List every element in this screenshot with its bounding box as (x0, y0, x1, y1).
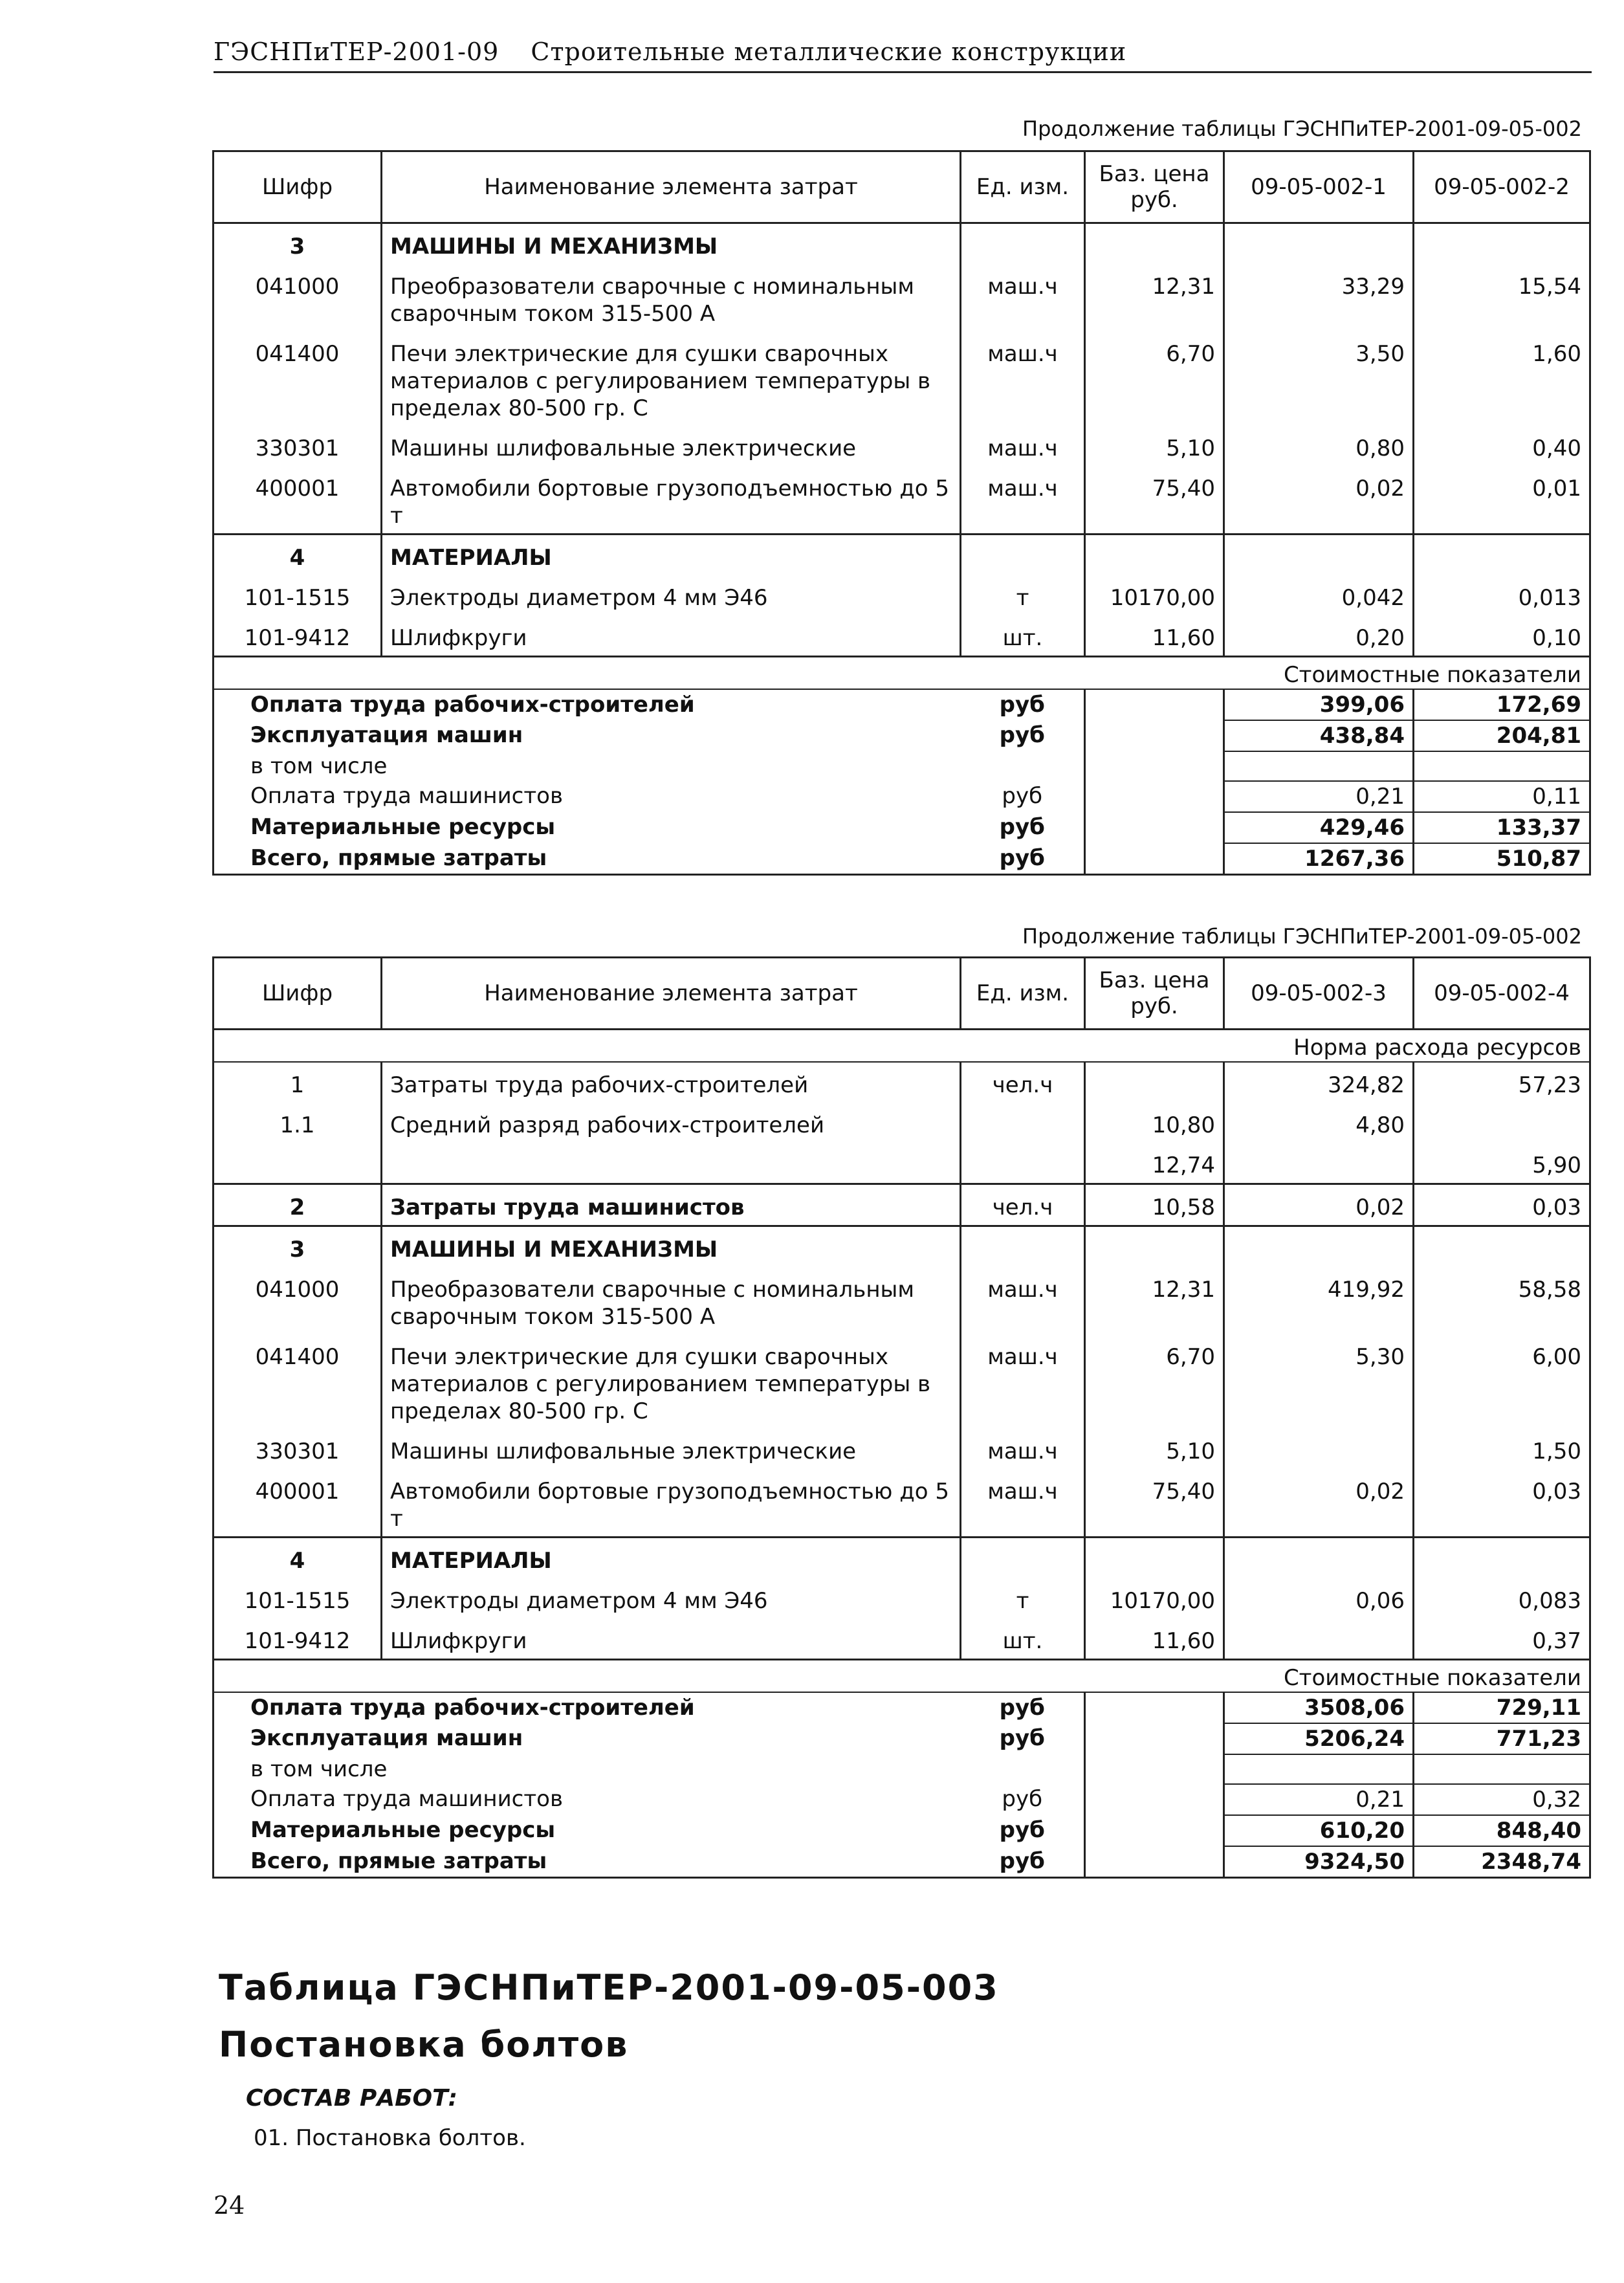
value-cell-1: 0,80 (1224, 426, 1414, 466)
cost-row (214, 1815, 1590, 1846)
value-cell-2: 1,60 (1414, 331, 1590, 426)
cost-value-1: 5206,24 (1224, 1723, 1414, 1754)
cost-unit: руб (961, 1846, 1085, 1878)
value-cell-1: 5,30 (1224, 1334, 1414, 1429)
empty-cell (961, 1538, 1085, 1579)
unit-cell: маш.ч (961, 331, 1085, 426)
unit-cell: шт. (961, 615, 1085, 657)
name-cell: Затраты труда машинистов (382, 1184, 961, 1226)
cost-unit: руб (961, 812, 1085, 843)
labor-row (214, 1184, 1590, 1226)
section-name: МАТЕРИАЛЫ (382, 1538, 961, 1579)
cost-value-1: 9324,50 (1224, 1846, 1414, 1878)
cost-row (214, 751, 1590, 781)
cost-value-2: 133,37 (1414, 812, 1590, 843)
section-code: 3 (214, 223, 382, 265)
empty-cell (1085, 751, 1224, 781)
value-cell-1: 0,02 (1224, 1184, 1414, 1226)
table-row (214, 1334, 1590, 1429)
empty-cell (1085, 1723, 1224, 1754)
value-cell-2: 57,23 (1414, 1062, 1590, 1103)
section-code: 4 (214, 1538, 382, 1579)
code-cell: 041400 (214, 1334, 382, 1429)
table-row (214, 264, 1590, 331)
empty-cell (1224, 535, 1414, 576)
cost-value-2: 771,23 (1414, 1723, 1590, 1754)
unit-cell (961, 1143, 1085, 1184)
cost-row (214, 1754, 1590, 1784)
cost-band (214, 657, 1590, 690)
code-cell: 330301 (214, 426, 382, 466)
empty-cell (1085, 1692, 1224, 1723)
code-cell: 1.1 (214, 1103, 382, 1143)
value-cell-1: 419,92 (1224, 1267, 1414, 1334)
empty-cell (1414, 535, 1590, 576)
page-header (214, 38, 1592, 73)
section-row (214, 535, 1590, 576)
cost-row (214, 1784, 1590, 1815)
table-row (214, 1578, 1590, 1618)
price-cell: 5,10 (1085, 426, 1224, 466)
empty-cell (1224, 223, 1414, 265)
header-unit: Ед. изм. (961, 151, 1085, 223)
table-subtitle: Постановка болтов (219, 2024, 629, 2065)
header-price: Баз. цена руб. (1085, 151, 1224, 223)
value-cell-1: 0,02 (1224, 466, 1414, 535)
name-cell: Печи электрические для сушки сварочных материалов с регулированием температуры в пределах 80-500 гр. С (382, 1334, 961, 1429)
unit-cell: маш.ч (961, 1469, 1085, 1538)
cost-name: в том числе (214, 751, 961, 781)
value-cell-1: 33,29 (1224, 264, 1414, 331)
works-item: 01. Постановка болтов. (254, 2125, 526, 2151)
table-header-row (214, 958, 1590, 1030)
price-cell: 75,40 (1085, 466, 1224, 535)
price-cell: 10,80 (1085, 1103, 1224, 1143)
header-unit: Ед. изм. (961, 958, 1085, 1030)
table-title: Таблица ГЭСНПиТЕР-2001-09-05-003 (219, 1967, 999, 2008)
cost-value-2: 172,69 (1414, 689, 1590, 720)
cost-name: Материальные ресурсы (214, 812, 961, 843)
value-cell-2: 0,03 (1414, 1184, 1590, 1226)
labor-row (214, 1103, 1590, 1143)
code-cell: 330301 (214, 1429, 382, 1469)
table-header-row (214, 151, 1590, 223)
cost-name: Оплата труда машинистов (214, 781, 961, 812)
value-cell-1: 324,82 (1224, 1062, 1414, 1103)
name-cell (382, 1143, 961, 1184)
code-cell: 101-1515 (214, 1578, 382, 1618)
table-row (214, 331, 1590, 426)
price-cell: 11,60 (1085, 1618, 1224, 1660)
value-cell-2: 0,37 (1414, 1618, 1590, 1660)
empty-cell (1414, 223, 1590, 265)
header-price: Баз. цена руб. (1085, 958, 1224, 1030)
value-cell-1: 4,80 (1224, 1103, 1414, 1143)
cost-value-1: 0,21 (1224, 1784, 1414, 1815)
cost-unit (961, 751, 1085, 781)
cost-name: Эксплуатация машин (214, 720, 961, 751)
header-name: Наименование элемента затрат (382, 151, 961, 223)
price-cell: 10170,00 (1085, 1578, 1224, 1618)
empty-cell (1085, 812, 1224, 843)
cost-value-2: 2348,74 (1414, 1846, 1590, 1878)
norm-band-label: Норма расхода ресурсов (214, 1030, 1590, 1063)
empty-cell (1085, 535, 1224, 576)
code-cell: 101-9412 (214, 1618, 382, 1660)
cost-row (214, 1692, 1590, 1723)
section-name: МАШИНЫ И МЕХАНИЗМЫ (382, 1226, 961, 1268)
header-col-1: 09-05-002-1 (1224, 151, 1414, 223)
name-cell: Машины шлифовальные электрические (382, 426, 961, 466)
value-cell-2: 58,58 (1414, 1267, 1590, 1334)
value-cell-1 (1224, 1429, 1414, 1469)
cost-band-label: Стоимостные показатели (214, 1660, 1590, 1693)
code-cell: 2 (214, 1184, 382, 1226)
cost-value-1: 429,46 (1224, 812, 1414, 843)
cost-value-2: 204,81 (1414, 720, 1590, 751)
page-number: 24 (214, 2191, 245, 2220)
cost-value-2: 0,32 (1414, 1784, 1590, 1815)
cost-band-label: Стоимостные показатели (214, 657, 1590, 690)
value-cell-1 (1224, 1143, 1414, 1184)
unit-cell: чел.ч (961, 1062, 1085, 1103)
unit-cell: маш.ч (961, 426, 1085, 466)
cost-row (214, 1723, 1590, 1754)
header-code: Шифр (214, 151, 382, 223)
value-cell-1: 0,20 (1224, 615, 1414, 657)
price-cell: 75,40 (1085, 1469, 1224, 1538)
code-cell: 101-9412 (214, 615, 382, 657)
value-cell-2: 0,03 (1414, 1469, 1590, 1538)
empty-cell (1414, 1538, 1590, 1579)
cost-unit: руб (961, 1723, 1085, 1754)
cost-unit: руб (961, 689, 1085, 720)
value-cell-2: 1,50 (1414, 1429, 1590, 1469)
header-code: Шифр (214, 958, 382, 1030)
document-title: Строительные металлические конструкции (531, 38, 1127, 66)
cost-row (214, 689, 1590, 720)
cost-name: Оплата труда машинистов (214, 1784, 961, 1815)
name-cell: Затраты труда рабочих-строителей (382, 1062, 961, 1103)
empty-cell (1224, 1538, 1414, 1579)
cost-value-1: 3508,06 (1224, 1692, 1414, 1723)
name-cell: Шлифкруги (382, 615, 961, 657)
section-row (214, 1538, 1590, 1579)
code-cell: 041000 (214, 1267, 382, 1334)
value-cell-1: 0,042 (1224, 575, 1414, 615)
works-label: СОСТАВ РАБОТ: (246, 2085, 458, 2112)
empty-cell (961, 1226, 1085, 1268)
cost-unit: руб (961, 720, 1085, 751)
cost-value-1: 0,21 (1224, 781, 1414, 812)
cost-value-2: 0,11 (1414, 781, 1590, 812)
unit-cell: чел.ч (961, 1184, 1085, 1226)
name-cell: Печи электрические для сушки сварочных материалов с регулированием температуры в пределах 80-500 гр. С (382, 331, 961, 426)
code-cell: 101-1515 (214, 575, 382, 615)
name-cell: Преобразователи сварочные с номинальным сварочным током 315-500 А (382, 1267, 961, 1334)
table-row (214, 1429, 1590, 1469)
cost-row (214, 812, 1590, 843)
code-cell: 1 (214, 1062, 382, 1103)
empty-cell (961, 535, 1085, 576)
table-row (214, 426, 1590, 466)
header-name: Наименование элемента затрат (382, 958, 961, 1030)
price-cell: 10170,00 (1085, 575, 1224, 615)
empty-cell (1085, 1846, 1224, 1878)
empty-cell (1085, 1226, 1224, 1268)
table1-caption: Продолжение таблицы ГЭСНПиТЕР-2001-09-05-002 (1022, 116, 1582, 141)
cost-unit (961, 1754, 1085, 1784)
cost-row (214, 781, 1590, 812)
table-row (214, 1469, 1590, 1538)
name-cell: Автомобили бортовые грузоподъемностью до 5 т (382, 466, 961, 535)
document-code: ГЭСНПиТЕР-2001-09 (214, 38, 499, 66)
header-col-1: 09-05-002-3 (1224, 958, 1414, 1030)
empty-cell (1085, 689, 1224, 720)
value-cell-2: 0,40 (1414, 426, 1590, 466)
cost-row (214, 1846, 1590, 1878)
value-cell-2: 15,54 (1414, 264, 1590, 331)
price-cell (1085, 1062, 1224, 1103)
cost-unit: руб (961, 781, 1085, 812)
empty-cell (1085, 720, 1224, 751)
section-row (214, 223, 1590, 265)
cost-unit: руб (961, 1815, 1085, 1846)
price-cell: 12,31 (1085, 1267, 1224, 1334)
code-cell: 400001 (214, 466, 382, 535)
name-cell: Электроды диаметром 4 мм Э46 (382, 575, 961, 615)
name-cell: Машины шлифовальные электрические (382, 1429, 961, 1469)
name-cell: Преобразователи сварочные с номинальным сварочным током 315-500 А (382, 264, 961, 331)
price-cell: 12,31 (1085, 264, 1224, 331)
value-cell-1 (1224, 1618, 1414, 1660)
empty-cell (1414, 1226, 1590, 1268)
table2-caption: Продолжение таблицы ГЭСНПиТЕР-2001-09-05-002 (1022, 924, 1582, 949)
cost-name: Всего, прямые затраты (214, 1846, 961, 1878)
code-cell: 041400 (214, 331, 382, 426)
cost-value-1: 1267,36 (1224, 843, 1414, 875)
price-cell: 5,10 (1085, 1429, 1224, 1469)
unit-cell: шт. (961, 1618, 1085, 1660)
section-name: МАТЕРИАЛЫ (382, 535, 961, 576)
cost-value-1 (1224, 1754, 1414, 1784)
value-cell-2: 0,01 (1414, 466, 1590, 535)
unit-cell (961, 1103, 1085, 1143)
cost-name: Оплата труда рабочих-строителей (214, 689, 961, 720)
unit-cell: маш.ч (961, 1334, 1085, 1429)
cost-unit: руб (961, 843, 1085, 875)
name-cell: Шлифкруги (382, 1618, 961, 1660)
cost-value-1: 438,84 (1224, 720, 1414, 751)
empty-cell (1085, 781, 1224, 812)
labor-row (214, 1143, 1590, 1184)
value-cell-1: 0,06 (1224, 1578, 1414, 1618)
code-cell: 400001 (214, 1469, 382, 1538)
price-cell: 12,74 (1085, 1143, 1224, 1184)
table-row (214, 575, 1590, 615)
price-cell: 6,70 (1085, 1334, 1224, 1429)
cost-value-1: 610,20 (1224, 1815, 1414, 1846)
cost-name: в том числе (214, 1754, 961, 1784)
value-cell-1: 0,02 (1224, 1469, 1414, 1538)
empty-cell (1085, 843, 1224, 875)
unit-cell: маш.ч (961, 1267, 1085, 1334)
empty-cell (1085, 1538, 1224, 1579)
table-row (214, 1267, 1590, 1334)
table-row (214, 1618, 1590, 1660)
price-cell: 6,70 (1085, 331, 1224, 426)
header-col-2: 09-05-002-4 (1414, 958, 1590, 1030)
value-cell-2: 5,90 (1414, 1143, 1590, 1184)
value-cell-2: 0,10 (1414, 615, 1590, 657)
price-cell: 10,58 (1085, 1184, 1224, 1226)
cost-value-2: 848,40 (1414, 1815, 1590, 1846)
value-cell-2: 0,013 (1414, 575, 1590, 615)
value-cell-2 (1414, 1103, 1590, 1143)
cost-band (214, 1660, 1590, 1693)
unit-cell: маш.ч (961, 466, 1085, 535)
cost-value-1: 399,06 (1224, 689, 1414, 720)
empty-cell (1085, 223, 1224, 265)
section-code: 4 (214, 535, 382, 576)
cost-value-2: 510,87 (1414, 843, 1590, 875)
name-cell: Автомобили бортовые грузоподъемностью до 5 т (382, 1469, 961, 1538)
cost-name: Эксплуатация машин (214, 1723, 961, 1754)
cost-name: Материальные ресурсы (214, 1815, 961, 1846)
name-cell: Средний разряд рабочих-строителей (382, 1103, 961, 1143)
table-row (214, 615, 1590, 657)
section-code: 3 (214, 1226, 382, 1268)
header-col-2: 09-05-002-2 (1414, 151, 1590, 223)
cost-name: Оплата труда рабочих-строителей (214, 1692, 961, 1723)
value-cell-2: 6,00 (1414, 1334, 1590, 1429)
unit-cell: маш.ч (961, 1429, 1085, 1469)
value-cell-1: 3,50 (1224, 331, 1414, 426)
cost-name: Всего, прямые затраты (214, 843, 961, 875)
section-row (214, 1226, 1590, 1268)
cost-unit: руб (961, 1784, 1085, 1815)
empty-cell (1085, 1784, 1224, 1815)
name-cell: Электроды диаметром 4 мм Э46 (382, 1578, 961, 1618)
cost-row (214, 843, 1590, 875)
empty-cell (1085, 1754, 1224, 1784)
cost-row (214, 720, 1590, 751)
unit-cell: т (961, 575, 1085, 615)
table-row (214, 466, 1590, 535)
unit-cell: т (961, 1578, 1085, 1618)
value-cell-2: 0,083 (1414, 1578, 1590, 1618)
cost-value-2 (1414, 751, 1590, 781)
cost-unit: руб (961, 1692, 1085, 1723)
unit-cell: маш.ч (961, 264, 1085, 331)
norm-band (214, 1030, 1590, 1063)
empty-cell (961, 223, 1085, 265)
labor-row (214, 1062, 1590, 1103)
empty-cell (1224, 1226, 1414, 1268)
cost-value-2 (1414, 1754, 1590, 1784)
code-cell (214, 1143, 382, 1184)
price-cell: 11,60 (1085, 615, 1224, 657)
resource-table-1 (212, 150, 1591, 876)
cost-value-1 (1224, 751, 1414, 781)
code-cell: 041000 (214, 264, 382, 331)
resource-table-2 (212, 956, 1591, 1879)
cost-value-2: 729,11 (1414, 1692, 1590, 1723)
empty-cell (1085, 1815, 1224, 1846)
section-name: МАШИНЫ И МЕХАНИЗМЫ (382, 223, 961, 265)
